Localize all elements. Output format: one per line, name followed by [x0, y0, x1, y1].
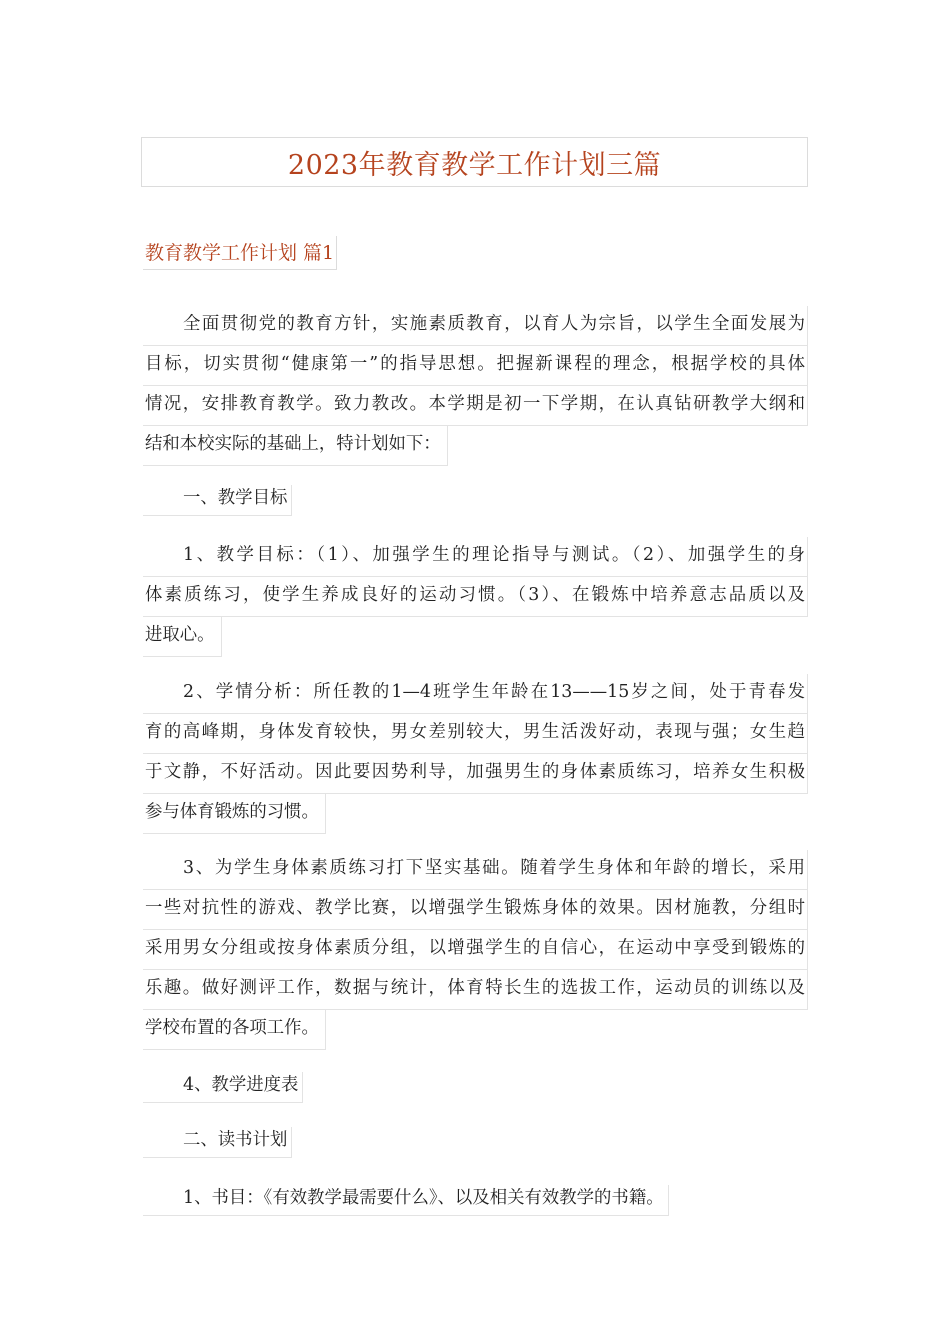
schedule-item: 4、教学进度表	[143, 1072, 303, 1103]
paragraph-line: 进取心。	[143, 617, 222, 657]
paragraph-line: 全面贯彻党的教育方针，实施素质教育，以育人为宗旨，以学生全面发展为	[143, 306, 808, 346]
document-title: 2023年教育教学工作计划三篇	[287, 149, 662, 181]
goals-paragraph	[143, 537, 808, 661]
paragraph-line: 2、学情分析：所任教的1—4班学生年龄在13——15岁之间，处于青春发	[143, 674, 808, 714]
paragraph-line: 于文静，不好活动。因此要因势利导，加强男生的身体素质练习，培养女生积极	[143, 754, 808, 794]
books-item: 1、书目：《有效教学最需要什么》、以及相关有效教学的书籍。	[143, 1185, 669, 1216]
paragraph-line: 情况，安排教育教学。致力教改。本学期是初一下学期，在认真钻研教学大纲和	[143, 386, 808, 426]
paragraph-line: 采用男女分组或按身体素质分组，以增强学生的自信心，在运动中享受到锻炼的	[143, 930, 808, 970]
intro-paragraph	[143, 306, 808, 470]
paragraph-line: 学校布置的各项工作。	[143, 1010, 326, 1050]
analysis-paragraph	[143, 674, 808, 838]
paragraph-line: 乐趣。做好测评工作，数据与统计，体育特长生的选拔工作，运动员的训练以及	[143, 970, 808, 1010]
paragraph-line: 体素质练习，使学生养成良好的运动习惯。（3）、在锻炼中培养意志品质以及	[143, 577, 808, 617]
heading-teaching-goals: 一、教学目标	[143, 485, 292, 516]
paragraph-line: 育的高峰期，身体发育较快，男女差别较大，男生活泼好动，表现与强；女生趋	[143, 714, 808, 754]
title-box	[141, 137, 808, 187]
paragraph-line: 目标，切实贯彻“健康第一”的指导思想。把握新课程的理念，根据学校的具体	[143, 346, 808, 386]
heading-reading-plan: 二、读书计划	[143, 1127, 292, 1158]
paragraph-line: 参与体育锻炼的习惯。	[143, 794, 326, 834]
foundation-paragraph	[143, 850, 808, 1054]
section-heading: 教育教学工作计划 篇1	[143, 236, 337, 270]
paragraph-line: 结和本校实际的基础上，特计划如下：	[143, 426, 448, 466]
paragraph-line: 3、为学生身体素质练习打下坚实基础。随着学生身体和年龄的增长，采用	[143, 850, 808, 890]
paragraph-line: 1、教学目标：（1）、加强学生的理论指导与测试。（2）、加强学生的身	[143, 537, 808, 577]
paragraph-line: 一些对抗性的游戏、教学比赛，以增强学生锻炼身体的效果。因材施教，分组时	[143, 890, 808, 930]
